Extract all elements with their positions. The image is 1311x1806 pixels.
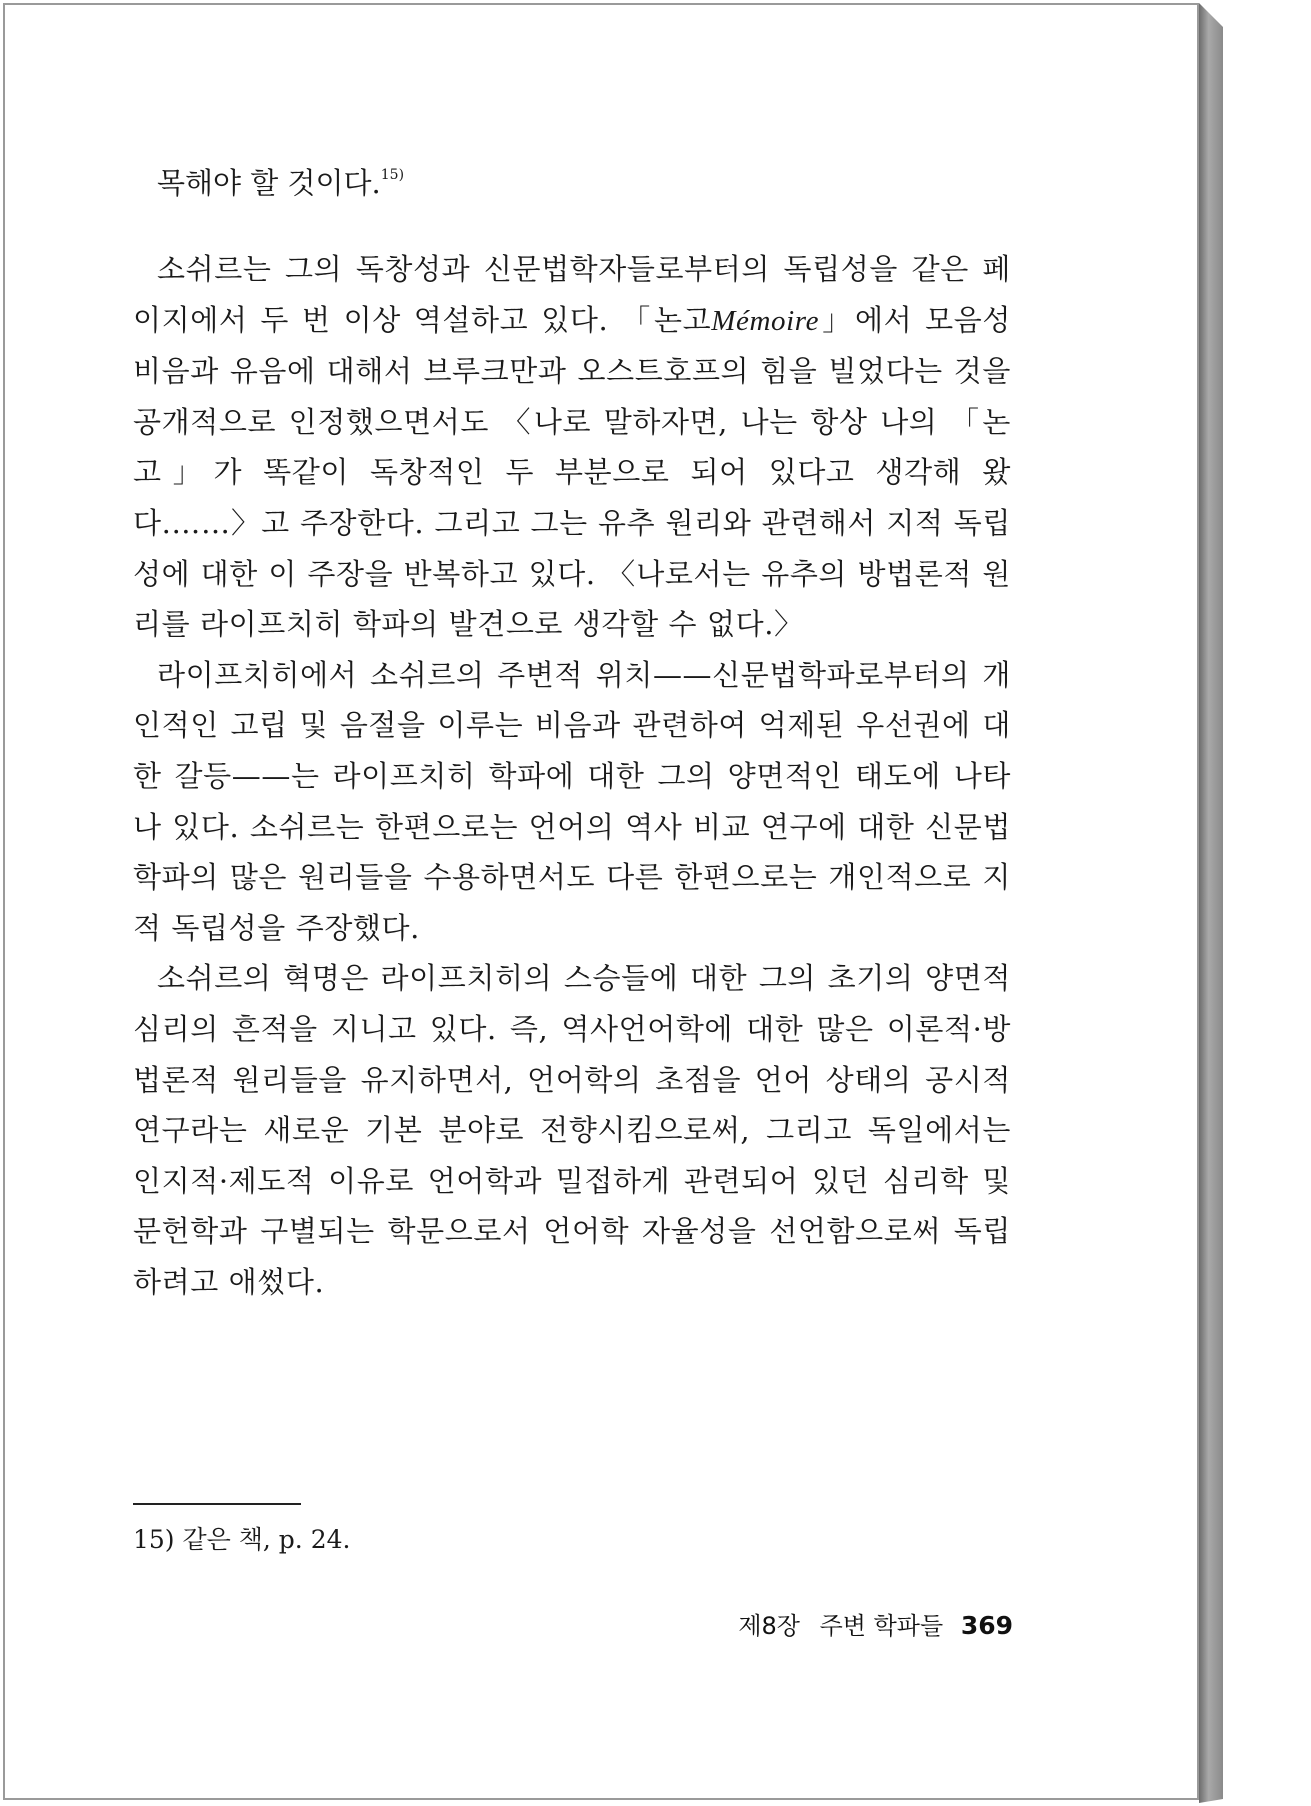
footnote-rule: [133, 1503, 301, 1505]
continuation-text: 목해야 할 것이다.: [157, 166, 381, 200]
main-text: [133, 150, 1011, 1307]
paragraph-3: 소쉬르의 혁명은 라이프치히의 스승들에 대한 그의 초기의 양면적 심리의 흔적을 지니고 있다. 즉, 역사언어학에 대한 많은 이론적·방법론적 원리들을 유지하면서, 언어학의 초점을 언어 상태의 공시적 연구라는 새로운 기본 분야로 전향시킴으로써, 그리고 독일에서는 인지적·제도적 이유로 언어학과 밀접하게 관련되어 있던 심리학 및 문헌학과 구별되는 학문으로서 언어학 자율성을 선언함으로써 독립하려고 애썼다.: [133, 961, 1011, 1299]
chapter-label: 제8장: [738, 1612, 800, 1640]
section-label: 주변 학파들: [819, 1612, 944, 1640]
running-footer: [738, 1608, 1013, 1644]
paragraph-1: [133, 244, 1011, 650]
paragraph-2: 라이프치히에서 소쉬르의 주변적 위치——신문법학파로부터의 개인적인 고립 및 음절을 이루는 비음과 관련하여 억제된 우선권에 대한 갈등——는 라이프치히 학파에 대한 그의 양면적인 태도에 나타나 있다. 소쉬르는 한편으로는 언어의 역사 비교 연구에 대한 신문법학파의 많은 원리들을 수용하면서도 다른 한편으로는 개인적으로 지적 독립성을 주장했다.: [133, 657, 1011, 945]
footnote-15: 15) 같은 책, p. 24.: [133, 1525, 351, 1554]
footnote-ref: 15): [380, 167, 405, 183]
paragraph-1-text-b: 」에서 모음성 비음과 유음에 대해서 브루크만과 오스트호프의 힘을 빌었다는 것을 공개적으로 인정했으면서도 〈나로 말하자면, 나는 항상 나의 「논고」가 똑같이 독창적인 두 부분으로 되어 있다고 생각해 왔다.……〉고 주장한다. 그리고 그는 유추 원리와 관련해서 지적 독립성에 대한 이 주장을 반복하고 있다. 〈나로서는 유추의 방법론적 원리를 라이프치히 학파의 발견으로 생각할 수 없다.〉: [133, 302, 1011, 642]
memoire-italic: Mémoire: [711, 304, 820, 337]
continuation-line: [157, 150, 1011, 208]
paragraph-1-text-a: 소쉬르는 그의 독창성과 신문법학자들로부터의 독립성을 같은 페이지에서 두 번 이상 역설하고 있다. 「논고: [133, 252, 1011, 337]
page-edge-shadow: [1199, 3, 1223, 1803]
page-number: 369: [960, 1611, 1013, 1640]
